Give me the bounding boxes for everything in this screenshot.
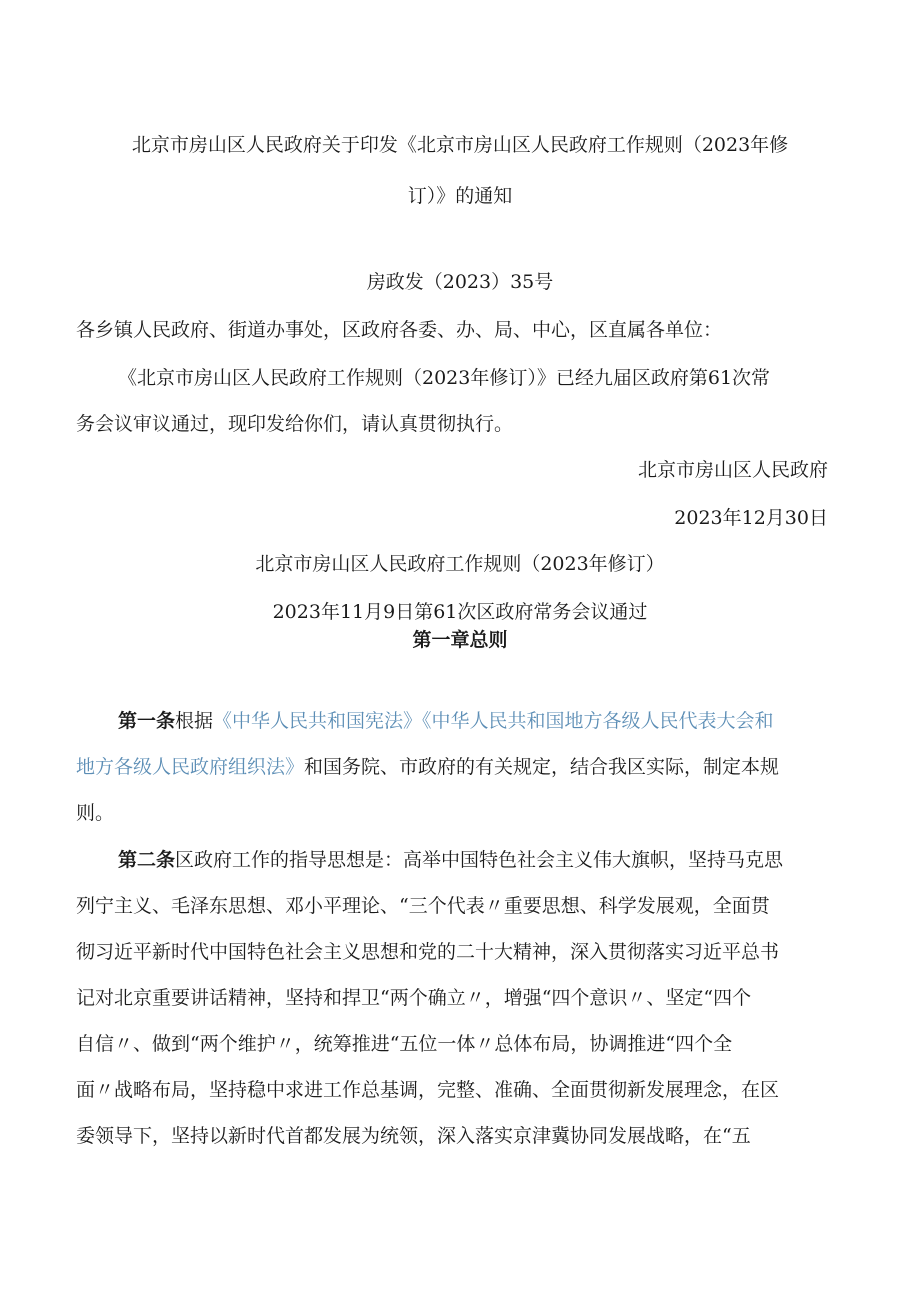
article-1-label: 第一条 bbox=[118, 710, 176, 732]
article-2-line: 面〃战略布局，坚持稳中求进工作总基调，完整、准确、全面贯彻新发展理念，在区 bbox=[76, 1079, 780, 1101]
article-2-line: 自信〃、做到“两个维护〃，统筹推进“五位一体〃总体布局，协调推进“四个全 bbox=[76, 1033, 733, 1055]
article-1-line-2 bbox=[76, 755, 779, 779]
recipients: 各乡镇人民政府、街道办事处，区政府各委、办、局、中心，区直属各单位： bbox=[76, 319, 723, 341]
chapter-title: 第一章总则 bbox=[412, 629, 508, 651]
article-2-label: 第二条 bbox=[118, 849, 176, 871]
body-paragraph-line-1: 《北京市房山区人民政府工作规则（2023年修订）》已经九届区政府第61次常 bbox=[118, 367, 771, 389]
article-1-text-continued: 和国务院、市政府的有关规定，结合我区实际，制定本规 bbox=[304, 756, 780, 778]
article-2-line-1 bbox=[118, 848, 783, 872]
document-number: 房政发（2023）35号 bbox=[366, 271, 554, 293]
local-organization-law-link-continued[interactable]: 地方各级人民政府组织法》 bbox=[76, 756, 305, 778]
signature: 北京市房山区人民政府 bbox=[637, 459, 828, 481]
article-2-line: 列宁主义、毛泽东思想、邓小平理论、“三个代表〃重要思想、科学发展观，全面贯 bbox=[76, 895, 770, 917]
notice-title-line-1: 北京市房山区人民政府关于印发《北京市房山区人民政府工作规则（2023年修 bbox=[131, 134, 789, 156]
issue-date: 2023年12月30日 bbox=[674, 507, 828, 529]
article-1-line-1 bbox=[118, 709, 774, 733]
article-2-text: 区政府工作的指导思想是：高举中国特色社会主义伟大旗帜，坚持马克思 bbox=[175, 849, 784, 871]
article-2-line: 委领导下，坚持以新时代首都发展为统领，深入落实京津冀协同发展战略，在“五 bbox=[76, 1125, 751, 1147]
local-organization-law-link[interactable]: 《中华人民共和国地方各级人民代表大会和 bbox=[422, 710, 774, 732]
constitution-law-link[interactable]: 《中华人民共和国宪法》 bbox=[213, 710, 423, 732]
rules-title: 北京市房山区人民政府工作规则（2023年修订） bbox=[255, 553, 665, 575]
rules-adoption-note: 2023年11月9日第61次区政府常务会议通过 bbox=[272, 601, 648, 623]
article-2-line: 记对北京重要讲话精神，坚持和捍卫“两个确立〃，增强“四个意识〃、坚定“四个 bbox=[76, 987, 752, 1009]
article-1-text: 根据 bbox=[175, 710, 214, 732]
article-2-line: 彻习近平新时代中国特色社会主义思想和党的二十大精神，深入贯彻落实习近平总书 bbox=[76, 941, 780, 963]
notice-title-line-2: 订）》的通知 bbox=[407, 185, 513, 207]
body-paragraph-line-2: 务会议审议通过，现印发给你们，请认真贯彻执行。 bbox=[76, 413, 514, 435]
article-1-line-3: 则。 bbox=[76, 802, 115, 824]
